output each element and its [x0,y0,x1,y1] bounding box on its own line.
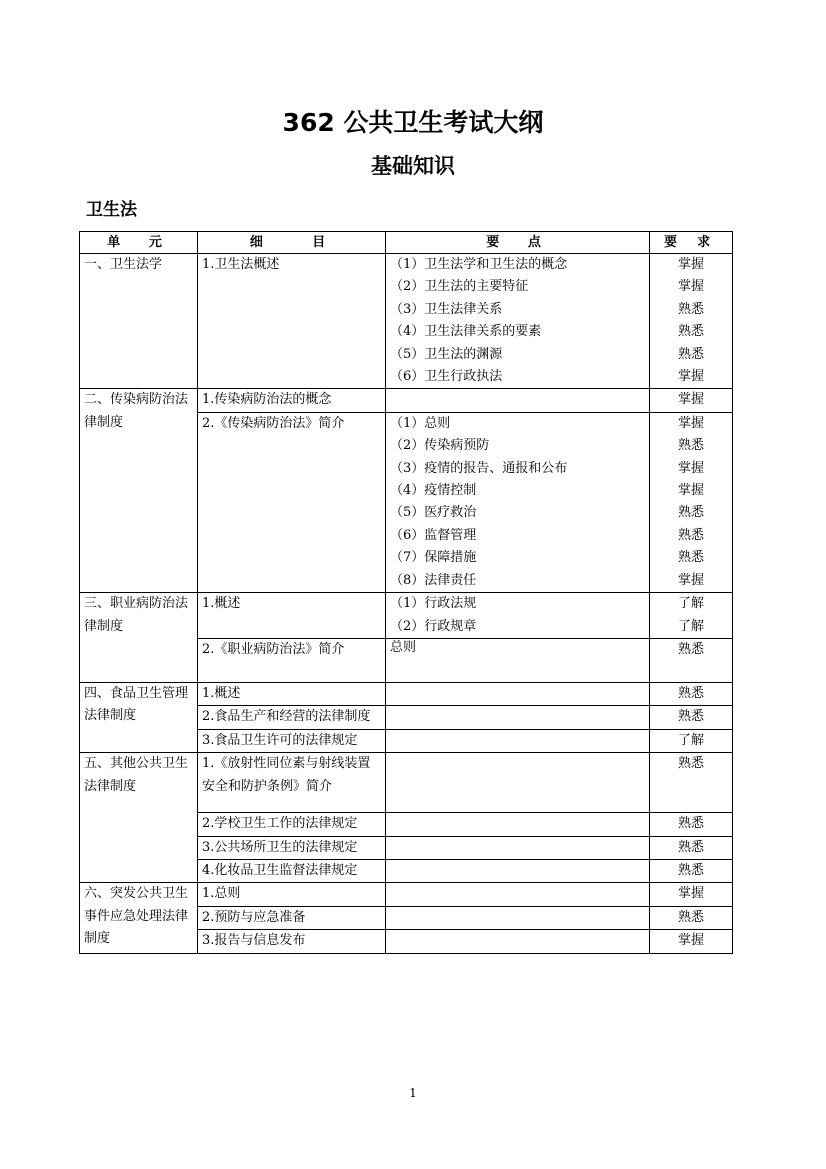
points-cell [386,682,650,705]
requirement-item: 掌握 [677,415,704,431]
points-cell [386,753,650,813]
points-cell [386,836,650,859]
requirement-cell: 掌握 [650,389,733,412]
point-item: （1）卫生法学和卫生法的概念 [390,257,568,272]
point-item: （3）疫情的报告、通报和公布 [390,460,568,476]
table-row [80,389,733,412]
points-cell [386,706,650,729]
subject-cell: 2.《传染病防治法》简介 [198,412,386,592]
points-cell [386,859,650,882]
table-header-row [80,232,733,254]
subject-cell: 1.传染病防治法的概念 [198,389,386,412]
requirement-cell: 掌握 [650,930,733,953]
point-item: （2）卫生法的主要特征 [390,279,529,295]
unit-cell: 四、食品卫生管理法律制度 [80,682,198,752]
subject-cell: 3.报告与信息发布 [198,930,386,953]
point-item: （3）卫生法律关系 [390,301,503,317]
subject-cell: 2.学校卫生工作的法律规定 [198,813,386,836]
subject-cell: 3.食品卫生许可的法律规定 [198,729,386,752]
requirement-cell: 熟悉 [650,706,733,729]
point-item: （2）传染病预防 [390,438,490,454]
requirement-cell [650,593,733,639]
points-cell [386,813,650,836]
subject-cell: 1.卫生法概述 [198,254,386,389]
point-item: （6）监督管理 [390,527,477,543]
points-cell [386,412,650,592]
point-item: （1）总则 [390,415,451,431]
requirement-item: 了解 [677,596,704,612]
requirement-item: 掌握 [677,483,704,499]
points-cell [386,906,650,929]
requirement-item: 熟悉 [677,527,704,543]
header-points: 要 点 [386,232,650,254]
document-subtitle: 基础知识 [371,154,455,178]
requirement-cell [650,412,733,592]
requirement-item: 熟悉 [677,438,704,454]
requirement-cell: 熟悉 [650,753,733,813]
requirement-cell [650,254,733,389]
unit-cell: 六、突发公共卫生事件应急处理法律制度 [80,883,198,953]
requirement-item: 掌握 [677,460,704,476]
header-requirement: 要 求 [650,232,733,254]
point-item: （1）行政法规 [390,596,477,612]
document-title: 362 公共卫生考试大纲 [282,108,544,137]
table-row [80,883,733,906]
table-row [80,254,733,389]
subject-cell: 4.化妆品卫生监督法律规定 [198,859,386,882]
subject-cell: 2.《职业病防治法》简介 [198,638,386,682]
requirement-cell: 熟悉 [650,813,733,836]
requirement-cell: 熟悉 [650,836,733,859]
points-cell: 总则 [386,638,650,682]
points-cell [386,729,650,752]
point-item: （5）医疗救治 [390,505,477,521]
subject-cell: 1.总则 [198,883,386,906]
requirement-item: 掌握 [677,257,704,272]
requirement-cell: 熟悉 [650,859,733,882]
header-unit: 单 元 [80,232,198,254]
requirement-item: 熟悉 [677,505,704,521]
points-cell [386,254,650,389]
requirement-item: 熟悉 [677,550,704,566]
requirement-item: 掌握 [677,279,704,295]
requirement-item: 掌握 [677,572,704,588]
page-number: 1 [409,1086,417,1100]
section-title: 卫生法 [86,200,137,220]
points-cell [386,930,650,953]
subject-cell: 2.食品生产和经营的法律制度 [198,706,386,729]
point-item: （4）疫情控制 [390,483,477,499]
point-item: （7）保障措施 [390,550,477,566]
subject-cell: 1.概述 [198,593,386,639]
points-cell [386,883,650,906]
requirement-cell: 掌握 [650,883,733,906]
requirement-item: 熟悉 [677,324,704,340]
subject-cell: 2.预防与应急准备 [198,906,386,929]
points-cell [386,593,650,639]
point-item: （2）行政规章 [390,618,477,634]
requirement-item: 熟悉 [677,301,704,317]
point-item: （6）卫生行政执法 [390,369,503,385]
subject-cell: 3.公共场所卫生的法律规定 [198,836,386,859]
requirement-item: 掌握 [677,369,704,385]
requirement-cell: 熟悉 [650,906,733,929]
unit-cell: 三、职业病防治法律制度 [80,593,198,683]
requirement-cell: 熟悉 [650,682,733,705]
requirement-cell: 了解 [650,729,733,752]
unit-cell: 二、传染病防治法律制度 [80,389,198,593]
requirement-cell: 熟悉 [650,638,733,682]
subject-cell: 1.概述 [198,682,386,705]
point-item: （5）卫生法的渊源 [390,346,503,362]
subject-cell: 1.《放射性同位素与射线装置安全和防护条例》简介 [198,753,386,813]
point-item: （8）法律责任 [390,572,477,588]
points-cell [386,389,650,412]
unit-cell: 五、其他公共卫生法律制度 [80,753,198,883]
table-row [80,593,733,639]
requirement-item: 熟悉 [677,346,704,362]
unit-cell: 一、卫生法学 [80,254,198,389]
table-row [80,753,733,813]
header-subject: 细 目 [198,232,386,254]
point-item: （4）卫生法律关系的要素 [390,324,542,340]
table-row [80,682,733,705]
requirement-item: 了解 [677,618,704,634]
syllabus-table [79,231,733,954]
